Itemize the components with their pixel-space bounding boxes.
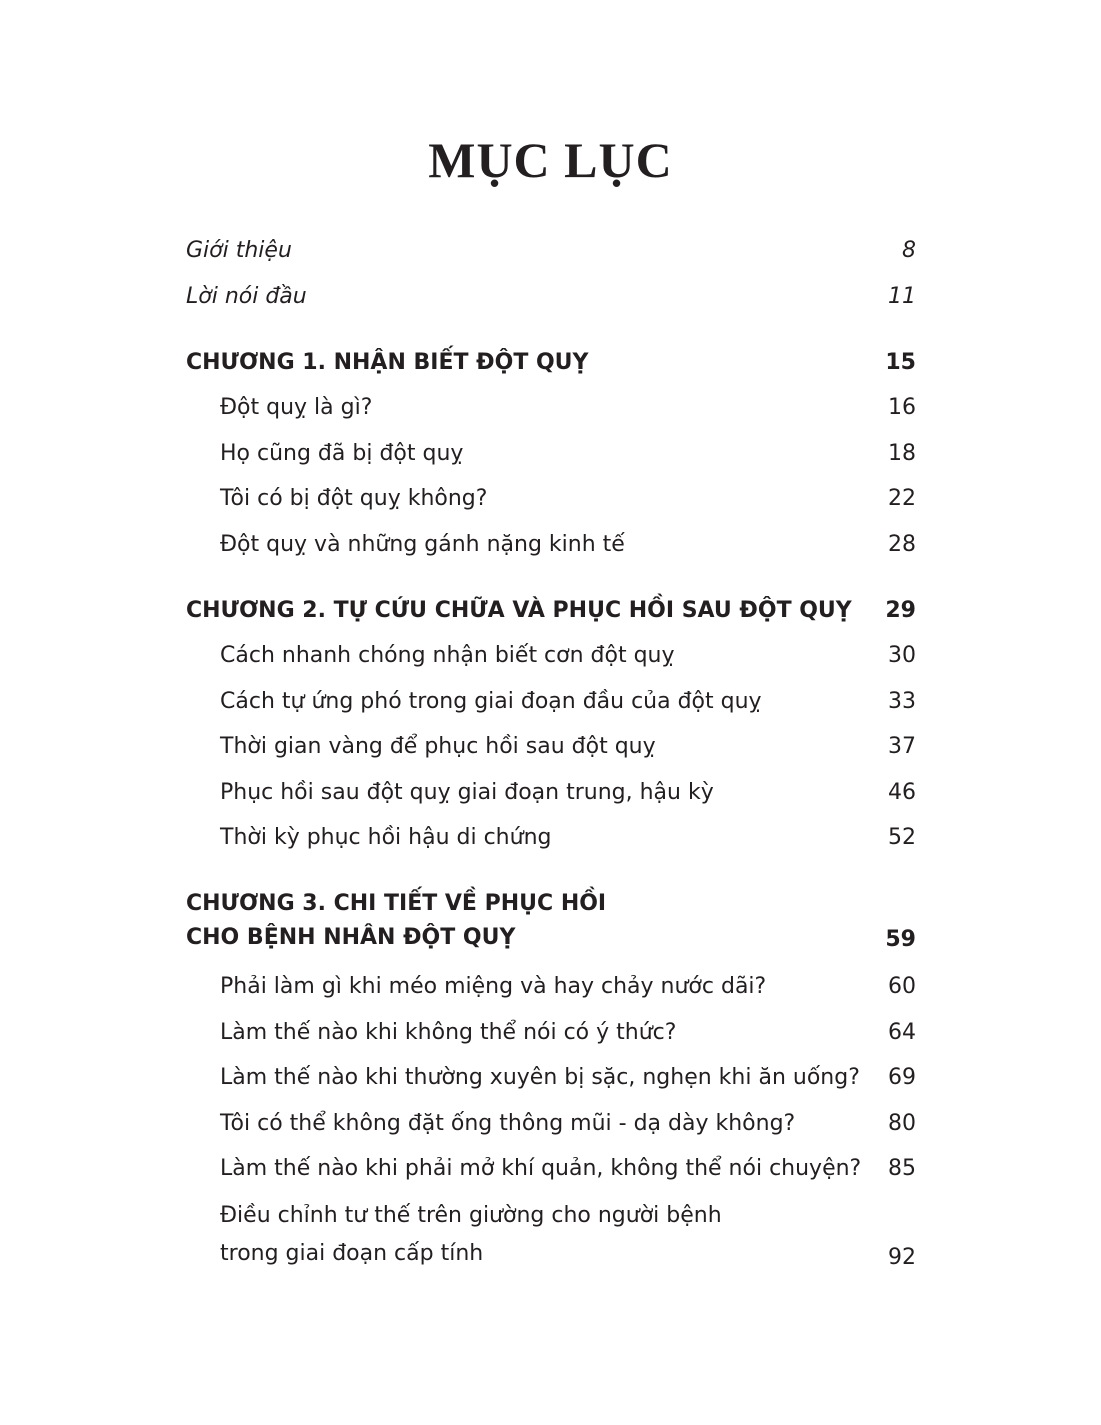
toc-section[interactable] — [220, 439, 916, 469]
toc-section[interactable] — [220, 1063, 916, 1093]
toc-entry-preface[interactable] — [186, 282, 916, 312]
toc-section[interactable] — [220, 1109, 916, 1139]
toc-chapter-label — [186, 887, 606, 955]
toc-page-number: 33 — [888, 689, 916, 714]
toc-page-number: 64 — [888, 1020, 916, 1045]
toc-page-number: 11 — [888, 284, 916, 309]
toc-section[interactable] — [220, 778, 916, 808]
toc-section[interactable] — [220, 484, 916, 514]
toc-chapter-1[interactable] — [186, 348, 916, 378]
toc-section[interactable] — [220, 687, 916, 717]
toc-page-number: 52 — [888, 825, 916, 850]
toc-chapter-label-line: CHƯƠNG 3. CHI TIẾT VỀ PHỤC HỒI — [186, 891, 607, 916]
toc-section-label: Tôi có thể không đặt ống thông mũi - dạ dày không? — [220, 1111, 796, 1136]
toc-section-label-line: trong giai đoạn cấp tính — [220, 1241, 484, 1266]
toc-page-number: 15 — [885, 350, 916, 375]
toc-section-label: Họ cũng đã bị đột quỵ — [220, 441, 464, 466]
toc-section-label: Làm thế nào khi thường xuyên bị sặc, nghẹn khi ăn uống? — [220, 1065, 860, 1090]
toc-page-number: 8 — [902, 238, 916, 263]
toc-section-label — [220, 1197, 722, 1273]
toc-page-number: 60 — [888, 974, 916, 999]
toc-entry-introduction[interactable] — [186, 236, 916, 266]
toc-chapter-3[interactable] — [186, 887, 916, 955]
toc-page-number: 29 — [885, 598, 916, 623]
toc-section-label: Cách nhanh chóng nhận biết cơn đột quỵ — [220, 643, 675, 668]
toc-section[interactable] — [220, 1197, 916, 1273]
toc-section-label: Đột quỵ là gì? — [220, 395, 373, 420]
toc-chapter-2[interactable] — [186, 596, 916, 626]
toc-page-number: 46 — [888, 780, 916, 805]
toc-page-number: 80 — [888, 1111, 916, 1136]
toc-page-number: 22 — [888, 486, 916, 511]
toc-page-number: 92 — [888, 1245, 916, 1270]
toc-section[interactable] — [220, 823, 916, 853]
toc-chapter-label: CHƯƠNG 1. NHẬN BIẾT ĐỘT QUỴ — [186, 350, 589, 375]
toc-section-label-line: Điều chỉnh tư thế trên giường cho người bệnh — [220, 1203, 722, 1228]
toc-section[interactable] — [220, 1018, 916, 1048]
toc-section[interactable] — [220, 530, 916, 560]
toc-entry-label: Giới thiệu — [186, 238, 292, 263]
toc-section[interactable] — [220, 1154, 916, 1184]
toc-page-number: 69 — [888, 1065, 916, 1090]
toc-page-number: 85 — [888, 1156, 916, 1181]
toc-section-label: Đột quỵ và những gánh nặng kinh tế — [220, 532, 625, 557]
toc-section-label: Thời kỳ phục hồi hậu di chứng — [220, 825, 552, 850]
toc-section[interactable] — [220, 972, 916, 1002]
toc-section-label: Làm thế nào khi không thể nói có ý thức? — [220, 1020, 677, 1045]
toc-section-label: Thời gian vàng để phục hồi sau đột quỵ — [220, 734, 656, 759]
page-title: MỤC LỤC — [428, 132, 673, 188]
toc-entry-label: Lời nói đầu — [186, 284, 307, 309]
toc-page-number: 16 — [888, 395, 916, 420]
toc-page-number: 28 — [888, 532, 916, 557]
toc-section-label: Tôi có bị đột quỵ không? — [220, 486, 488, 511]
toc-chapter-label-line: CHO BỆNH NHÂN ĐỘT QUỴ — [186, 925, 516, 950]
toc-section-label: Phải làm gì khi méo miệng và hay chảy nước dãi? — [220, 974, 767, 999]
toc-page-number: 30 — [888, 643, 916, 668]
toc-section-label: Cách tự ứng phó trong giai đoạn đầu của đột quỵ — [220, 689, 762, 714]
toc-section-label: Phục hồi sau đột quỵ giai đoạn trung, hậu kỳ — [220, 780, 714, 805]
toc-chapter-label: CHƯƠNG 2. TỰ CỨU CHỮA VÀ PHỤC HỒI SAU ĐỘT QUỴ — [186, 598, 852, 623]
toc-section[interactable] — [220, 641, 916, 671]
toc-section[interactable] — [220, 393, 916, 423]
toc-section[interactable] — [220, 732, 916, 762]
toc-page-number: 18 — [888, 441, 916, 466]
toc-section-label: Làm thế nào khi phải mở khí quản, không thể nói chuyện? — [220, 1156, 862, 1181]
toc-page-number: 59 — [885, 927, 916, 952]
toc-page-number: 37 — [888, 734, 916, 759]
